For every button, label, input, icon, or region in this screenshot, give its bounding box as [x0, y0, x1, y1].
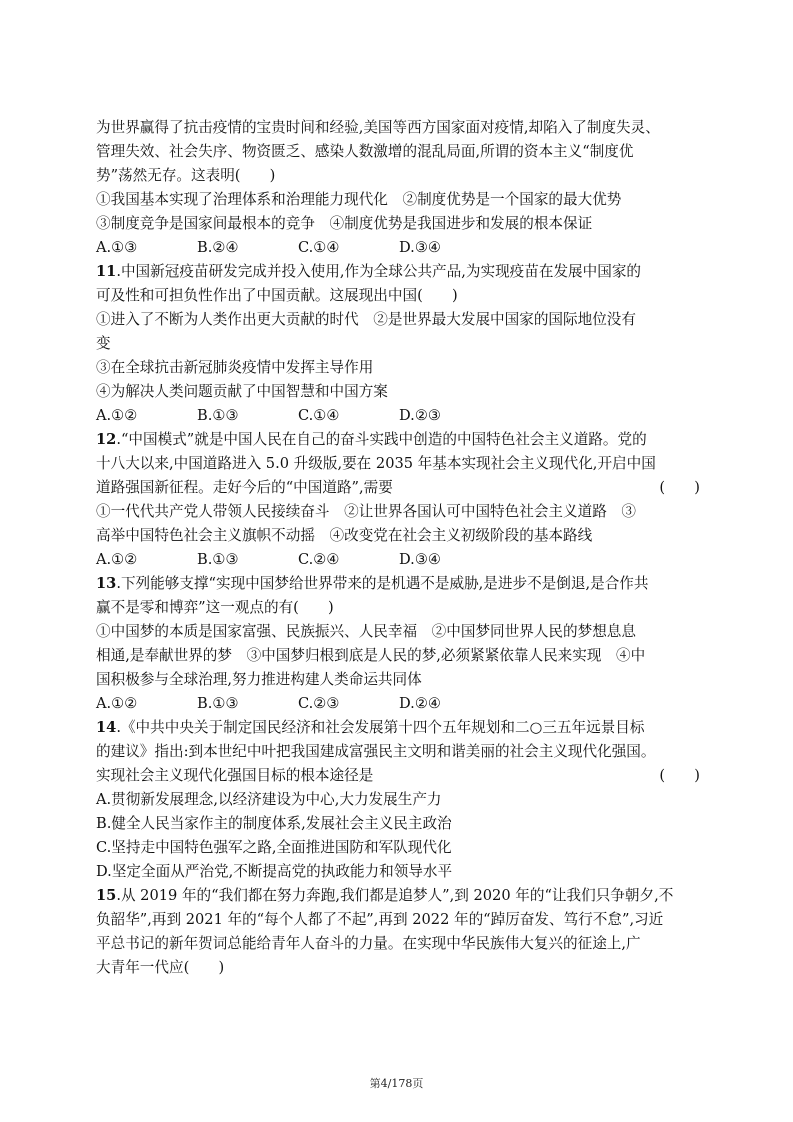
text-line: 的建议》指出:到本世纪中叶把我国建成富强民主文明和谐美丽的社会主义现代化强国。: [96, 743, 656, 760]
option-c: C.②④: [298, 551, 340, 568]
choice-d: D.坚定全面从严治党,不断提高党的执政能力和领导水平: [96, 863, 453, 880]
answer-blank: ( ): [659, 479, 700, 496]
text-line: 国积极参与全球治理,努力推进构建人类命运共同体: [96, 671, 422, 688]
text-line: .下列能够支撑“实现中国梦给世界带来的是机遇不是威胁,是进步不是倒退,是合作共: [116, 575, 649, 592]
text-line: 相通,是奉献世界的梦 ③中国梦归根到底是人民的梦,必须紧紧依靠人民来实现 ④中: [96, 647, 646, 664]
text-line: ③在全球抗击新冠肺炎疫情中发挥主导作用: [96, 359, 374, 376]
option-c: C.②③: [298, 695, 340, 712]
text-line: 十八大以来,中国道路进入 5.0 升级版,要在 2035 年基本实现社会主义现代化,开启中国: [96, 455, 656, 472]
page-body: [96, 116, 700, 980]
question-13: [96, 572, 700, 716]
text-line: .“中国模式”就是中国人民在自己的奋斗实践中创造的中国特色社会主义道路。党的: [116, 431, 647, 448]
option-a: A.①②: [96, 695, 138, 712]
question-number: 15: [96, 887, 117, 904]
text-line: 大青年一代应( ): [96, 959, 225, 976]
text-line: 管理失效、社会失序、物资匮乏、感染人数激增的混乱局面,所谓的资本主义“制度优: [96, 143, 634, 160]
text-line: 为世界赢得了抗击疫情的宝贵时间和经验,美国等西方国家面对疫情,却陷入了制度失灵、: [96, 119, 660, 136]
text-line: 赢不是零和博弈”这一观点的有( ): [96, 599, 334, 616]
question-number: 14: [96, 719, 117, 736]
answer-blank: ( ): [659, 767, 700, 784]
answer-options: [96, 404, 700, 428]
question-14: [96, 716, 700, 884]
option-a: A.①③: [96, 239, 138, 256]
option-c: C.①④: [298, 239, 340, 256]
option-b: B.②④: [197, 239, 239, 256]
answer-options: [96, 692, 700, 716]
text-line: ①一代代共产党人带领人民接续奋斗 ②让世界各国认可中国特色社会主义道路 ③: [96, 503, 636, 520]
text-line: 负韶华”,再到 2021 年的“每个人都了不起”,再到 2022 年的“踔厉奋发、笃行不怠”,习近: [96, 911, 664, 928]
text-line: ①进入了不断为人类作出更大贡献的时代 ②是世界最大发展中国家的国际地位没有: [96, 311, 636, 328]
option-d: D.②④: [399, 695, 441, 712]
text-line: 实现社会主义现代化强国目标的根本途径是: [96, 767, 374, 784]
question-number: 12: [96, 431, 117, 448]
text-line: ①我国基本实现了治理体系和治理能力现代化 ②制度优势是一个国家的最大优势: [96, 191, 622, 208]
text-line: 高举中国特色社会主义旗帜不动摇 ④改变党在社会主义初级阶段的基本路线: [96, 527, 593, 544]
choice-c: C.坚持走中国特色强军之路,全面推进国防和军队现代化: [96, 839, 452, 856]
option-b: B.①③: [197, 407, 239, 424]
question-12: [96, 428, 700, 572]
choice-a: A.贯彻新发展理念,以经济建设为中心,大力发展生产力: [96, 791, 442, 808]
question-number: 13: [96, 575, 117, 592]
text-line: .中国新冠疫苗研发完成并投入使用,作为全球公共产品,为实现疫苗在发展中国家的: [116, 263, 642, 280]
question-10: [96, 116, 700, 260]
answer-options: [96, 548, 700, 572]
answer-options: [96, 236, 700, 260]
option-b: B.①③: [197, 695, 239, 712]
text-line: ③制度竞争是国家间最根本的竞争 ④制度优势是我国进步和发展的根本保证: [96, 215, 593, 232]
text-line: ④为解决人类问题贡献了中国智慧和中国方案: [96, 383, 388, 400]
option-d: D.③④: [399, 239, 441, 256]
text-line: .从 2019 年的“我们都在努力奔跑,我们都是追梦人”,到 2020 年的“让我们只争朝夕,不: [116, 887, 674, 904]
option-b: B.①③: [197, 551, 239, 568]
text-line: 变: [96, 335, 111, 352]
question-11: [96, 260, 700, 428]
question-number: 11: [96, 263, 117, 280]
text-line: .《中共中央关于制定国民经济和社会发展第十四个五年规划和二○三五年远景目标: [116, 719, 645, 736]
choice-b: B.健全人民当家作主的制度体系,发展社会主义民主政治: [96, 815, 452, 832]
option-d: D.②③: [399, 407, 441, 424]
text-line: 可及性和可担负性作出了中国贡献。这展现出中国( ): [96, 287, 458, 304]
option-a: A.①②: [96, 551, 138, 568]
page-number-footer: 第4/178页: [369, 1077, 424, 1090]
text-line: 道路强国新征程。走好今后的“中国道路”,需要: [96, 479, 393, 496]
question-15: [96, 884, 700, 980]
option-a: A.①②: [96, 407, 138, 424]
option-d: D.③④: [399, 551, 441, 568]
option-c: C.①④: [298, 407, 340, 424]
text-line: 平总书记的新年贺词总能给青年人奋斗的力量。在实现中华民族伟大复兴的征途上,广: [96, 935, 641, 952]
text-line: 势”荡然无存。这表明( ): [96, 167, 276, 184]
text-line: ①中国梦的本质是国家富强、民族振兴、人民幸福 ②中国梦同世界人民的梦想息息: [96, 623, 636, 640]
